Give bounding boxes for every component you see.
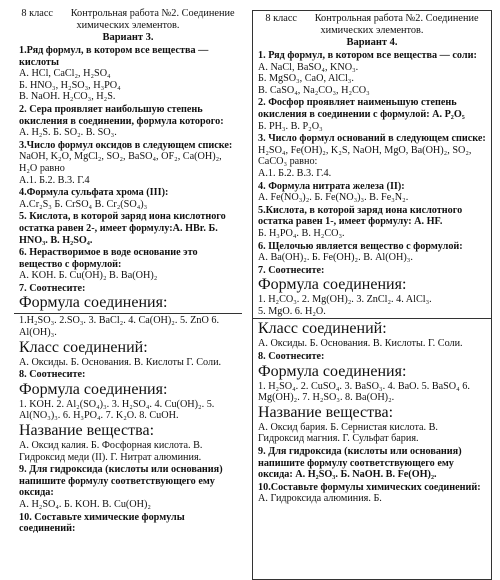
section-label: Класс соединений: (19, 338, 148, 356)
answer-options: А.1. Б.2. В.3. Г.4 (19, 174, 90, 186)
answer-options: 1.H₂SO₃. 2.SO₃. 3. BaCl₂. 4. Ca(OH)₂. 5. ZnO 6. Al(OH)₃. (19, 315, 219, 339)
question-text: 5.Кислота, в которой заряд иона кислотного остатка равен 1-, имеет формулу: А. HF. (258, 204, 463, 228)
question-text: 4.Формула сульфата хрома (III): (19, 187, 169, 199)
question-text: 1. Ряд формул, в котором все вещества — соли: (258, 50, 477, 61)
variant-3-page (14, 6, 242, 580)
answer-options: 5. MgO. 6. H₂O. (258, 305, 326, 317)
question-text: 8. Соотнесите: (19, 369, 86, 381)
question-text: 4. Формула нитрата железа (II): (258, 180, 405, 192)
open-questions (19, 315, 237, 534)
answer-options: А. HCl, CaCl₂, H₂SO₄ (19, 68, 111, 80)
open-questions (258, 320, 486, 505)
question-text: 6. Нерастворимое в воде основание это вещество с формулой: (19, 247, 198, 270)
question-text: 2. Фосфор проявляет наименьшую степень окисления в соединении с формулой: А. P₂O₅ (258, 97, 465, 120)
question-text: 10. Составьте химические формулы соединений: (19, 511, 185, 535)
section-label: Формула соединения: (19, 294, 168, 312)
section-label: Название вещества: (258, 403, 394, 421)
question-text: 10.Составьте формулы химических соединений: (258, 481, 481, 493)
answer-options: А. Ba(OH)₂. Б. Fe(OH)₂. В. Al(OH)₃. (258, 252, 413, 264)
answer-options: Б. H₃PO₄. В. H₂CO₃. (258, 227, 345, 239)
answer-options: 1. H₂CO₃. 2. Mg(OH)₂. 3. ZnCl₂. 4. AlCl₃. (258, 294, 432, 306)
answer-options: В. NaOH. H₂CO₃, H₂S. (19, 91, 116, 103)
grade-label: 8 класс (21, 8, 53, 19)
box-bottom-border (14, 313, 242, 314)
boxed-questions (258, 50, 486, 317)
answer-options: А. Оксид калия. Б. Фосфорная кислота. В. Гидроксид меди (II). Г. Нитрат алюминия. (19, 440, 203, 463)
answer-options: Б. HNO₃, H₂SO₃, H₃PO₄ (19, 79, 121, 91)
answer-options: Б. MgSO₃, CaO, AlCl₃. (258, 73, 354, 85)
question-text: 1.Ряд формул, в котором все вещества — кислоты (19, 45, 209, 68)
question-text: 5. Кислота, в которой заряд иона кислотного остатка равен 2-, имеет формулу:А. HBr. Б. HNO₃. В. H₂SO₄. (19, 211, 226, 246)
page-header (258, 13, 486, 36)
box-bottom-border (253, 318, 491, 319)
answer-options: А. Оксиды. Б. Основания. В. Кислоты. Г. Соли. (258, 338, 463, 350)
question-text: 3. Число формул оснований в следующем списке: (258, 133, 486, 145)
question-text: 8. Соотнесите: (258, 351, 325, 363)
question-text: 9. Для гидроксида (кислоты или основания) напишите формулу соответствующего ему оксида: (19, 464, 223, 499)
question-text: 6. Щелочью является вещество с формулой: (258, 240, 463, 252)
answer-options: Б. PH₃. В. P₂O₃ (258, 120, 323, 132)
answer-options: NaOH, K₂O, MgCl₂, SO₂, BaSO₄, OF₂, Ca(OH)₂, H₂O равно (19, 151, 222, 174)
test-title: Контрольная работа №2. Соединение химических элементов. (314, 13, 479, 36)
question-text: 9. Для гидроксида (кислоты или основания) напишите формулу соответствующего ему оксида: А. H₂SO₃. Б. NaOH. В. Fe(OH)₂. (258, 446, 462, 481)
answer-options: А.Cr₂S₃ Б. CrSO₄ В. Cr₂(SO₄)₃ (19, 198, 148, 210)
question-text: 2. Сера проявляет наибольшую степень окисления в соединении, формула которого: (19, 103, 224, 127)
answer-options: А.1. Б.2. В.3. Г.4. (258, 167, 332, 179)
variant-title: Вариант 3. (102, 32, 154, 43)
answer-options: А. NaCl, BaSO₄, KNO₃. (258, 61, 359, 73)
answer-options: А. H₂SO₄. Б. KOH. В. Cu(OH)₂ (19, 499, 151, 510)
answer-options: 1. KOH. 2. Al₂(SO₄)₃. 3. H₂SO₄. 4. Cu(OH)₂. 5. Al(NO₃)₃. 6. H₃PO₄. 7. K₂O. 8. CuOH. (19, 398, 215, 422)
answer-options: 1. H₂SO₄. 2. CuSO₄. 3. BaSO₃. 4. BaO. 5. BaSO₄ 6. Mg(OH)₂. 7. H₂SO₃. 8. Ba(OH)₂. (258, 380, 470, 404)
variant-4-page (252, 10, 492, 580)
boxed-questions (19, 45, 237, 312)
section-label: Формула соединения: (19, 380, 168, 398)
test-title: Контрольная работа №2. Соединение химических элементов. (70, 8, 235, 31)
answer-options: А. H₂S. Б. SO₂. В. SO₃. (19, 127, 117, 139)
variant-title: Вариант 4. (346, 37, 398, 48)
answer-options: А. Fe(NO₃)₂. Б. Fe(NO₃)₃. В. Fe₃N₂. (258, 192, 409, 204)
question-text: 7. Соотнесите: (19, 282, 86, 294)
section-label: Класс соединений: (258, 320, 387, 338)
section-label: Название вещества: (19, 422, 155, 440)
question-text: 3.Число формул оксидов в следующем списке: (19, 139, 233, 151)
section-label: Формула соединения: (258, 276, 407, 294)
answer-options: А. Гидроксида алюминия. Б. (258, 493, 382, 505)
answer-options: А. Оксиды. Б. Основания. В. Кислоты Г. Соли. (19, 356, 222, 368)
section-label: Формула соединения: (258, 362, 407, 380)
answer-options: А. KOH. Б. Cu(OH)₂ В. Ba(OH)₂ (19, 270, 158, 282)
page-header (19, 8, 237, 31)
answer-options: В. CaSO₄, Na₂CO₃, H₂CO₃ (258, 84, 370, 96)
question-text: 7. Соотнесите: (258, 264, 325, 276)
answer-options: H₂SO₄, Fe(OH)₂, K₂S, NaOH, MgO, Ba(OH)₂, SO₂, CaCO₃ равно: (258, 144, 472, 168)
grade-label: 8 класс (265, 13, 297, 24)
answer-options: А. Оксид бария. Б. Сернистая кислота. В. Гидроксид магния. Г. Сульфат бария. (258, 421, 438, 445)
